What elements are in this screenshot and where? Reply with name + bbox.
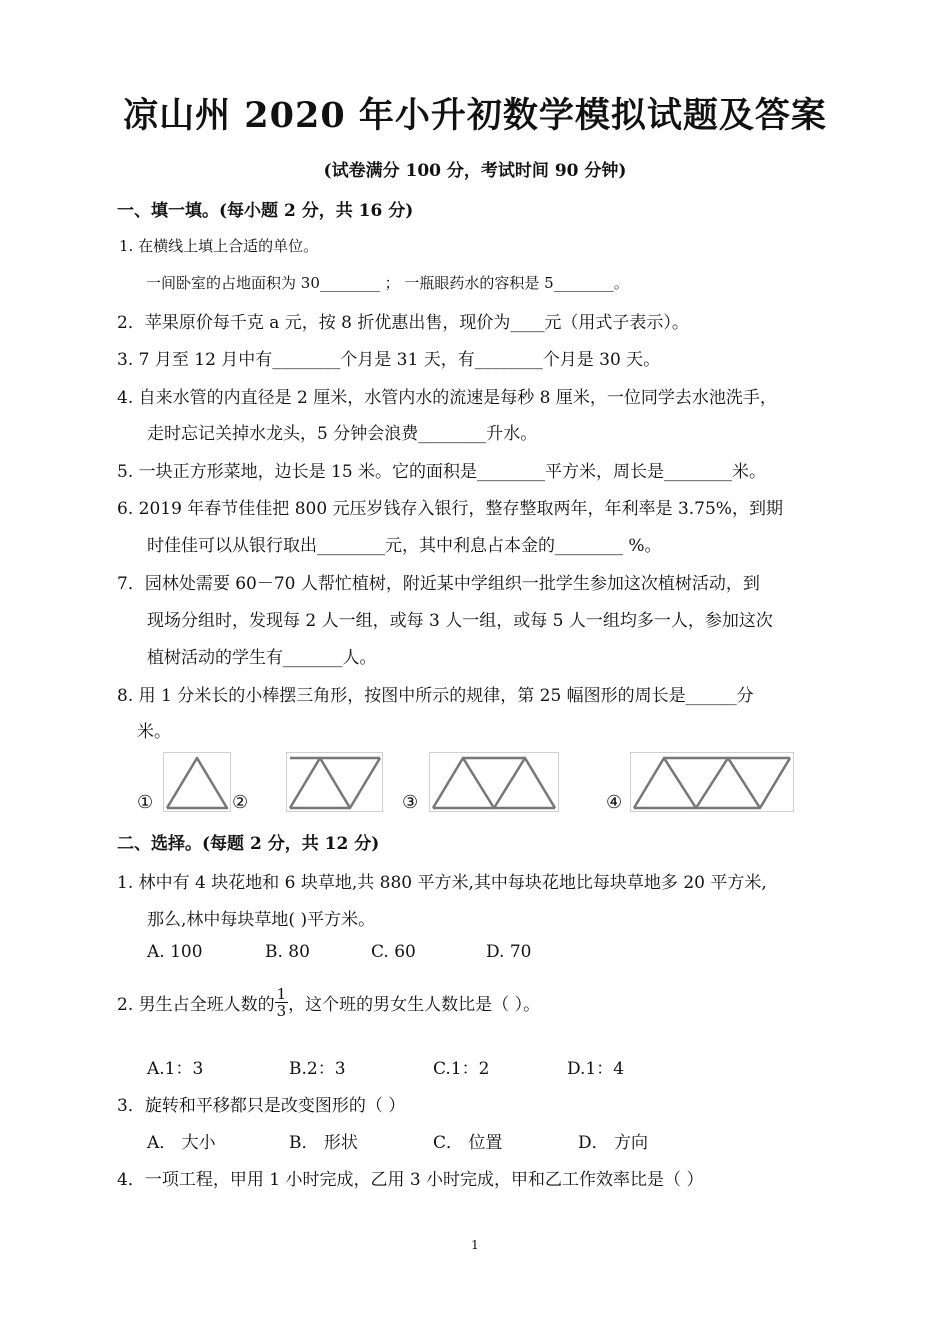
s1-q7-line3: 植树活动的学生有_______人。 xyxy=(147,648,377,668)
figure-label-4: ④ xyxy=(606,792,623,813)
s2-q1-line1: 1. 林中有 4 块花地和 6 块草地,共 880 平方米,其中每块花地比每块草地多 20 平方米, xyxy=(117,873,767,893)
fraction xyxy=(275,986,289,1019)
fraction-numerator: 1 xyxy=(276,985,287,1003)
page-number: 1 xyxy=(471,1238,479,1252)
s1-q6-line2: 时佳佳可以从银行取出________元，其中利息占本金的________ %。 xyxy=(147,536,662,556)
exam-info: (试卷满分 100 分，考试时间 90 分钟) xyxy=(323,161,627,181)
s1-q6-line1: 6. 2019 年春节佳佳把 800 元压岁钱存入银行，整存整取两年，年利率是 3.75%，到期 xyxy=(117,499,783,519)
s1-q8-line1: 8. 用 1 分米长的小棒摆三角形，按图中所示的规律，第 25 幅图形的周长是______分 xyxy=(117,686,754,706)
section1-heading: 一、填一填。(每小题 2 分，共 16 分) xyxy=(117,201,414,221)
s2-q2-pre: 2. 男生占全班人数的 xyxy=(117,995,275,1015)
s2-q3-stem: 3．旋转和平移都只是改变图形的（ ） xyxy=(117,1096,406,1116)
s2-q1-option-d: D. 70 xyxy=(486,942,532,962)
triangle-figure-2 xyxy=(286,752,383,812)
figure-label-2: ② xyxy=(232,792,249,813)
s2-q3-option-b: B． 形状 xyxy=(289,1133,358,1153)
triangle-figure-1 xyxy=(163,752,231,812)
s1-q2: 2．苹果原价每千克 a 元，按 8 折优惠出售，现价为____元（用式子表示）。 xyxy=(117,313,689,333)
s1-q8-line2: 米。 xyxy=(137,722,171,742)
s1-q5: 5. 一块正方形菜地，边长是 15 米。它的面积是________平方米，周长是________米。 xyxy=(117,462,767,482)
s2-q4-stem: 4．一项工程，甲用 1 小时完成，乙用 3 小时完成，甲和乙工作效率比是（ ） xyxy=(117,1170,704,1190)
page-title: 凉山州 2020 年小升初数学模拟试题及答案 xyxy=(123,95,827,136)
s1-q1-line2: 一间卧室的占地面积为 30________ ； 一瓶眼药水的容积是 5________。 xyxy=(146,274,629,292)
s2-q2-option-a: A.1：3 xyxy=(147,1059,204,1079)
s2-q1-option-c: C. 60 xyxy=(371,942,416,962)
fraction-denominator: 3 xyxy=(276,1002,287,1020)
s2-q3-option-c: C． 位置 xyxy=(433,1133,503,1153)
s2-q1-option-b: B. 80 xyxy=(265,942,310,962)
s2-q3-option-a: A． 大小 xyxy=(147,1133,216,1153)
figure-label-1: ① xyxy=(137,792,154,813)
s1-q4-line2: 走时忘记关掉水龙头，5 分钟会浪费________升水。 xyxy=(147,424,538,444)
s2-q2-option-c: C.1：2 xyxy=(433,1059,490,1079)
s1-q7-line2: 现场分组时，发现每 2 人一组，或每 3 人一组，或每 5 人一组均多一人，参加这次 xyxy=(147,611,773,631)
s2-q2-option-b: B.2：3 xyxy=(289,1059,346,1079)
section2-heading: 二、选择。(每题 2 分，共 12 分) xyxy=(117,834,380,854)
triangle-figure-3 xyxy=(429,752,559,812)
s2-q2-post: ，这个班的男女生人数比是（ ）。 xyxy=(288,995,541,1015)
triangle-figure-4 xyxy=(630,752,794,812)
s1-q3: 3. 7 月至 12 月中有________个月是 31 天，有________个月是 30 天。 xyxy=(117,350,661,370)
s2-q3-option-d: D． 方向 xyxy=(578,1133,649,1153)
s1-q4-line1: 4. 自来水管的内直径是 2 厘米，水管内水的流速是每秒 8 厘米，一位同学去水池洗手， xyxy=(117,388,777,408)
figure-label-3: ③ xyxy=(402,792,419,813)
s1-q7-line1: 7．园林处需要 60－70 人帮忙植树，附近某中学组织一批学生参加这次植树活动，到 xyxy=(117,574,760,594)
s2-q2-option-d: D.1：4 xyxy=(567,1059,625,1079)
s2-q1-option-a: A. 100 xyxy=(147,942,203,962)
s2-q1-line2: 那么,林中每块草地( )平方米。 xyxy=(147,910,376,930)
s2-q2-stem xyxy=(117,986,540,1019)
s1-q1-stem: 1. 在横线上填上合适的单位。 xyxy=(119,237,319,255)
